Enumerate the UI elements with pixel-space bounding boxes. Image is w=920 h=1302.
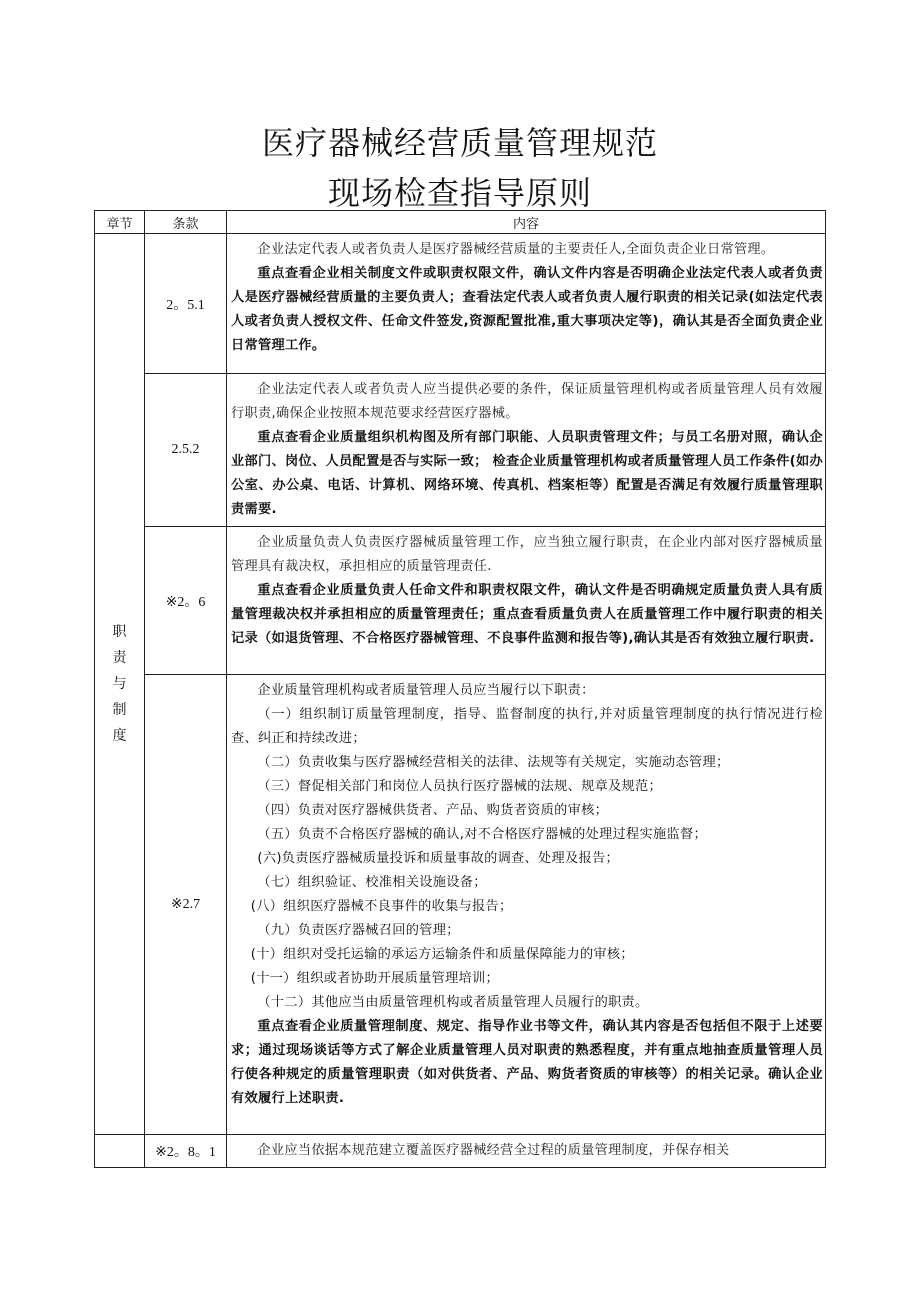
content-cell xyxy=(227,675,826,1135)
duty-item: （一）组织制订质量管理制度，指导、监督制度的执行,并对质量管理制度的执行情况进行检查、纠正和持续改进； xyxy=(231,707,823,746)
table-header-row xyxy=(95,211,826,234)
table-row xyxy=(95,234,826,374)
duty-item: （五）负责不合格医疗器械的确认,对不合格医疗器械的处理过程实施监督； xyxy=(257,827,707,842)
chapter-char: 制 xyxy=(112,702,127,718)
document-title: 医疗器械经营质量管理规范 xyxy=(261,124,658,162)
duty-item: （九）负责医疗器械召回的管理； xyxy=(257,923,460,938)
requirement-text: 企业法定代表人或者负责人是医疗器械经营质量的主要责任人,全面负责企业日常管理。 xyxy=(257,242,775,257)
content-cell xyxy=(227,234,826,374)
clause-cell: 2。5.1 xyxy=(145,234,227,374)
table-row xyxy=(95,1135,826,1168)
duty-item: （二）负责收集与医疗器械经营相关的法律、法规等有关规定，实施动态管理； xyxy=(257,755,730,770)
requirement-text: 企业法定代表人或者负责人应当提供必要的条件，保证质量管理机构或者质量管理人员有效履行职责,确保企业按照本规范要求经营医疗器械。 xyxy=(231,382,823,421)
duty-item: （七）组织验证、校准相关设施设备； xyxy=(257,875,487,890)
header-content: 内容 xyxy=(227,211,826,234)
requirement-text: 企业质量负责人负责医疗器械质量管理工作，应当独立履行职责，在企业内部对医疗器械质量管理具有裁决权，承担相应的质量管理责任. xyxy=(231,535,823,574)
clause-cell: ※2。6 xyxy=(145,527,227,675)
clause-cell: ※2。8。1 xyxy=(145,1135,227,1168)
inspection-point-text: 重点查看企业相关制度文件或职责权限文件，确认文件内容是否明确企业法定代表人或者负责人是医疗器械经营质量的主要负责人；查看法定代表人或者负责人履行职责的相关记录(如法定代表人或者负责人授权文件、任命文件签发,资源配置批准,重大事项决定等)，确认其是否全面负责企业日常管理工作。 xyxy=(231,266,823,353)
content-cell xyxy=(227,374,826,527)
requirement-text: 企业应当依据本规范建立覆盖医疗器械经营全过程的质量管理制度，并保存相关 xyxy=(257,1143,730,1158)
inspection-point-text: 重点查看企业质量组织机构图及所有部门职能、人员职责管理文件；与员工名册对照，确认企业部门、岗位、人员配置是否与实际一致； 检查企业质量管理机构或者质量管理人员工作条件(如办公室、办公桌、电话、计算机、网络环境、传真机、档案柜等）配置是否满足有效履行质量管理职责需要. xyxy=(231,430,823,517)
clause-cell: ※2.7 xyxy=(145,675,227,1135)
duty-item: （十二）其他应当由质量管理机构或者质量管理人员履行的职责。 xyxy=(257,995,649,1010)
duty-item: （四）负责对医疗器械供货者、产品、购货者资质的审核； xyxy=(257,803,609,818)
chapter-char: 度 xyxy=(112,728,127,744)
requirement-intro: 企业质量管理机构或者质量管理人员应当履行以下职责： xyxy=(257,683,595,698)
content-cell xyxy=(227,527,826,675)
chapter-char: 责 xyxy=(112,650,127,666)
duty-item: (八）组织医疗器械不良事件的收集与报告； xyxy=(250,899,513,914)
header-chapter: 章节 xyxy=(95,211,145,234)
header-clause: 条款 xyxy=(145,211,227,234)
table-row xyxy=(95,527,826,675)
table-row xyxy=(95,675,826,1135)
duty-item: (六)负责医疗器械质量投诉和质量事故的调查、处理及报告； xyxy=(257,851,619,866)
document-subtitle: 现场检查指导原则 xyxy=(327,174,592,212)
inspection-table xyxy=(94,210,826,1168)
inspection-point-text: 重点查看企业质量管理制度、规定、指导作业书等文件，确认其内容是否包括但不限于上述要求；通过现场谈话等方式了解企业质量管理人员对职责的熟悉程度，并有重点地抽查质量管理人员行使各种规定的质量管理职责（如对供货者、产品、购货者资质的审核等）的相关记录。确认企业有效履行上述职责. xyxy=(231,1019,823,1106)
duty-item: (十一）组织或者协助开展质量管理培训； xyxy=(250,971,500,986)
chapter-cell xyxy=(95,234,145,1135)
clause-cell: 2.5.2 xyxy=(145,374,227,527)
chapter-cell-empty xyxy=(95,1135,145,1168)
inspection-point-text: 重点查看企业质量负责人任命文件和职责权限文件，确认文件是否明确规定质量负责人具有质量管理裁决权并承担相应的质量管理责任；重点查看质量负责人在质量管理工作中履行职责的相关记录（如退货管理、不合格医疗器械管理、不良事件监测和报告等),确认其是否有效独立履行职责. xyxy=(231,583,823,646)
chapter-char: 与 xyxy=(112,676,127,692)
duty-item: （三）督促相关部门和岗位人员执行医疗器械的法规、规章及规范； xyxy=(257,779,663,794)
duty-item: (十）组织对受托运输的承运方运输条件和质量保障能力的审核； xyxy=(250,947,634,962)
content-cell xyxy=(227,1135,826,1168)
chapter-char: 职 xyxy=(112,624,127,640)
table-row xyxy=(95,374,826,527)
